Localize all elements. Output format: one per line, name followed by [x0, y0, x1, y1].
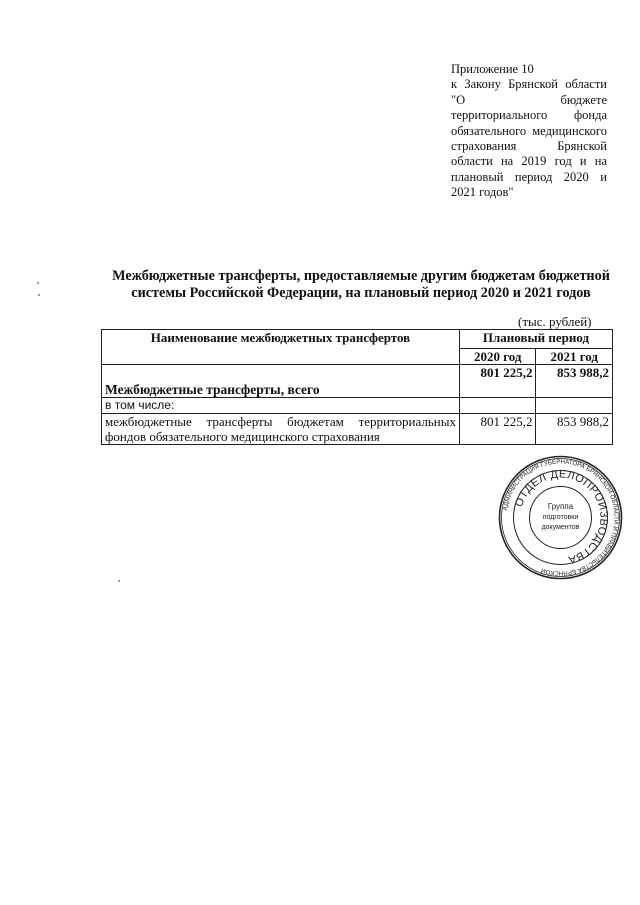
empty-cell: [459, 398, 536, 414]
annex-line: 2021 годов": [451, 185, 514, 200]
total-2020-cell: 801 225,2: [459, 365, 536, 398]
stamp-center-line: документов: [541, 524, 580, 531]
total-2021-cell: 853 988,2: [536, 365, 613, 398]
annex-line: к Закону Брянской области: [451, 77, 607, 92]
document-title: [100, 268, 622, 302]
stamp-center-line: Группа: [547, 502, 574, 511]
table-header-row: [102, 330, 613, 349]
stamp-outer-text: АДМИНИСТРАЦИЯ ГУБЕРНАТОРА БРЯНСКОЙ ОБЛАСТИ И ПРАВИТЕЛЬСТВА БРЯНСКОЙ: [501, 458, 620, 577]
header-year-2021: 2021 год: [536, 349, 613, 365]
stamp-center-line: подготовки: [542, 514, 579, 521]
annex-line: Приложение 10: [451, 62, 534, 76]
header-year-2020: 2020 год: [459, 349, 536, 365]
stamp-middle-text: ОТДЕЛ ДЕЛОПРОИЗВОДСТВА: [513, 468, 610, 566]
annex-line: обязательного медицинского: [451, 123, 607, 138]
annex-line: страхования Брянской: [451, 139, 607, 154]
empty-cell: [536, 398, 613, 414]
scan-speck: [118, 580, 120, 582]
scan-speck: [38, 294, 40, 296]
including-cell: в том числе:: [102, 398, 460, 414]
office-stamp: [498, 455, 623, 580]
annex-line: области на 2019 год и на: [451, 154, 607, 169]
header-name-cell: Наименование межбюджетных трансфертов: [102, 330, 460, 365]
scan-speck: [37, 282, 39, 284]
row-2020-cell: 801 225,2: [459, 414, 536, 445]
title-line-1: Межбюджетные трансферты, предоставляемые другим бюджетам бюджетной: [112, 268, 610, 284]
table-row: [102, 398, 613, 414]
annex-line: плановый период 2020 и: [451, 169, 607, 184]
transfers-table: [101, 329, 613, 445]
annex-block: [451, 62, 607, 201]
row-2021-cell: 853 988,2: [536, 414, 613, 445]
total-label-cell: Межбюджетные трансферты, всего: [102, 365, 460, 398]
units-label: (тыс. рублей): [518, 314, 592, 329]
title-line-2: системы Российской Федерации, на плановый период 2020 и 2021 годов: [131, 285, 591, 301]
header-period-cell: Плановый период: [459, 330, 612, 349]
annex-line: территориального фонда: [451, 108, 607, 123]
row-label-cell: межбюджетные трансферты бюджетам территориальных фондов обязательного медицинского страхования: [102, 414, 460, 445]
annex-line: "О бюджете: [451, 92, 607, 107]
table-row: [102, 365, 613, 398]
table-row: [102, 414, 613, 445]
